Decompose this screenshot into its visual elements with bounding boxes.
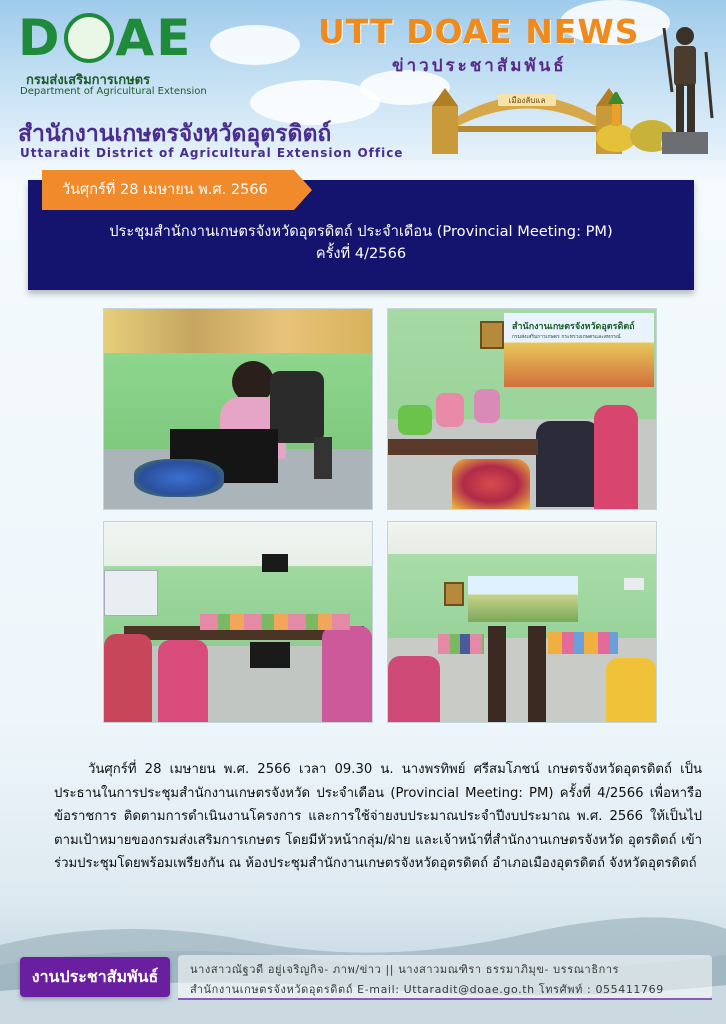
meeting-photo-chairperson — [103, 308, 373, 510]
gate-sign-text: เมืองลับแล — [508, 96, 546, 105]
attendee-foreground — [594, 405, 638, 509]
flower-arrangement — [134, 459, 224, 497]
attendee-row — [438, 634, 484, 654]
attendee-foreground — [536, 421, 600, 507]
air-conditioner — [624, 578, 644, 590]
meeting-table — [488, 626, 506, 722]
headline-text — [28, 221, 694, 265]
contact-line: สำนักงานเกษตรจังหวัดอุตรดิตถ์ E-mail: Uttaradit@doae.go.th โทรศัพท์ : 055411769 — [190, 983, 664, 996]
meeting-photo-wide-left — [103, 521, 373, 723]
office-banner — [504, 313, 654, 387]
meeting-table — [388, 439, 538, 455]
attendee-foreground — [606, 658, 656, 722]
attendee-foreground — [158, 640, 208, 722]
office-banner-subtext: กรมส่งเสริมการเกษตร กระทรวงเกษตรและสหกรณ์ — [512, 334, 621, 340]
credits-line: นางสาวณัฐวดี อยู่เจริญกิจ- ภาพ/ข่าว || นางสาวมณฑิรา ธรรมาภิมุข- บรรณาธิการ — [190, 963, 620, 976]
cloud-decoration — [210, 25, 300, 65]
logo-english-text: Department of Agricultural Extension — [20, 86, 207, 97]
footer-divider — [178, 998, 712, 1000]
portrait-frame — [444, 582, 464, 606]
office-banner-text: สำนักงานเกษตรจังหวัดอุตรดิตถ์ — [512, 322, 635, 332]
monitor — [250, 642, 290, 668]
portrait-frame — [480, 321, 504, 349]
page-header — [0, 0, 726, 160]
office-name-thai: สำนักงานเกษตรจังหวัดอุตรดิตถ์ — [18, 121, 332, 147]
attendee-foreground — [452, 459, 530, 509]
logo-thai-text: กรมส่งเสริมการเกษตร — [26, 73, 151, 88]
meeting-table — [528, 626, 546, 722]
attendee-row — [200, 614, 350, 630]
tv-screen — [262, 554, 288, 572]
date-tag: วันศุกร์ที่ 28 เมษายน พ.ศ. 2566 — [42, 170, 294, 210]
attendee — [436, 393, 464, 427]
attendee — [474, 389, 500, 423]
headline-line-2: ครั้งที่ 4/2566 — [315, 245, 407, 262]
attendee-row — [548, 632, 618, 654]
news-subtitle: ข่าวประชาสัมพันธ์ — [392, 56, 567, 76]
office-banner — [468, 576, 578, 622]
doae-logo: D AE — [18, 9, 193, 67]
doae-seal-icon — [64, 13, 114, 63]
thermos — [314, 437, 332, 479]
warrior-statue-illustration — [656, 22, 714, 154]
attendee — [398, 405, 432, 435]
chair — [270, 371, 324, 443]
news-title: UTT DOAE NEWS — [318, 12, 640, 51]
meeting-photo-room-banner — [387, 308, 657, 510]
attendee-foreground — [104, 634, 152, 722]
office-name-english: Uttaradit District of Agricultural Extension Office — [20, 146, 404, 160]
attendee-foreground — [322, 626, 372, 722]
produce-banner — [104, 309, 372, 353]
pr-badge: งานประชาสัมพันธ์ — [20, 957, 170, 997]
meeting-photo-wide-right — [387, 521, 657, 723]
attendee-foreground — [388, 656, 440, 722]
headline-line-1: ประชุมสำนักงานเกษตรจังหวัดอุตรดิตถ์ ประจำเดือน (Provincial Meeting: PM) — [109, 223, 613, 240]
article-body: วันศุกร์ที่ 28 เมษายน พ.ศ. 2566 เวลา 09.30 น. นางพรทิพย์ ศรีสมโภชน์ เกษตรจังหวัดอุตรดิตถ์ เป็นประธานในการประชุมสำนักงานเกษตรจังหวัด ประจำเดือน (Provincial Meeting: PM) ครั้งที่ 4/2566 เพื่อหารือข้อราชการ ติดตามการดำเนินงานโครงการ และการใช้จ่ายงบประมาณประจำปีงบประมาณ พ.ศ. 2566 ให้เป็นไปตามเป้าหมายของกรมส่งเสริมการเกษตร โดยมีหัวหน้ากลุ่ม/ฝ่าย และเจ้าหน้าที่สำนักงานเกษตรจังหวัด อุตรดิตถ์ เข้าร่วมประชุมโดยพร้อมเพรียงกัน ณ ห้องประชุมสำนักงานเกษตรจังหวัดอุตรดิตถ์ อำเภอเมืองอุตรดิตถ์ จังหวัดอุตรดิตถ์ — [54, 762, 702, 871]
projection-screen — [104, 570, 158, 616]
